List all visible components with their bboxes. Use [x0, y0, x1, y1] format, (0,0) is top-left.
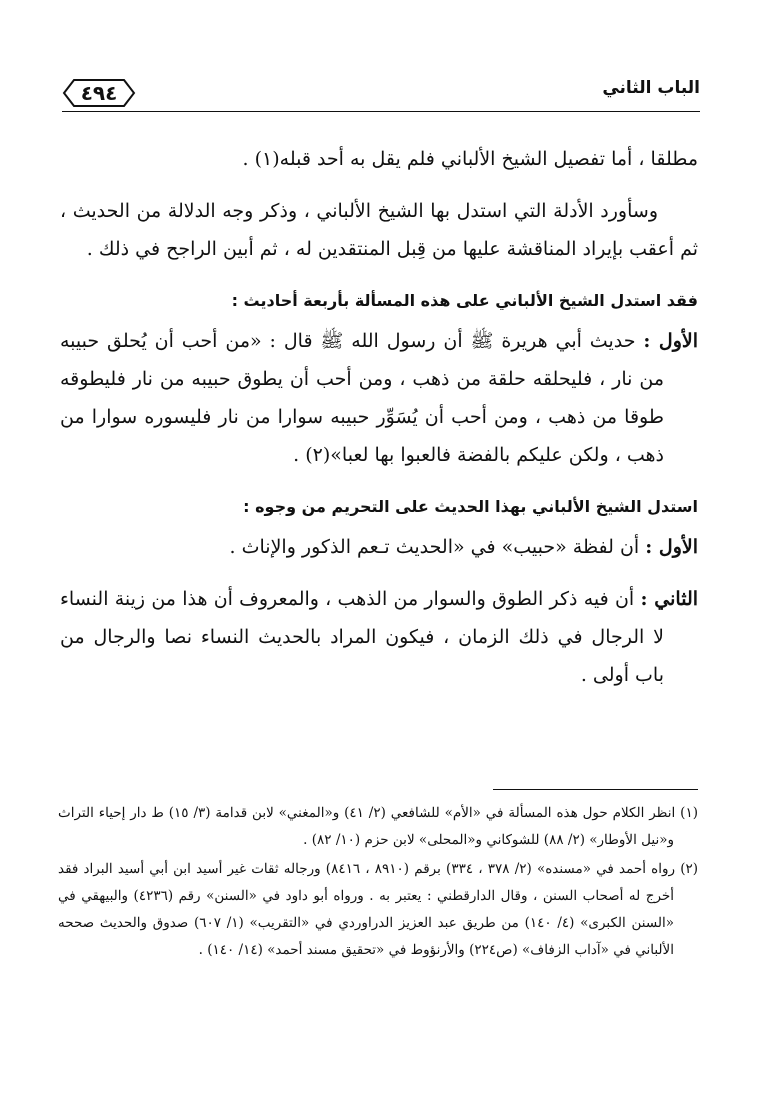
footnote-rule: [493, 789, 698, 790]
point-two: [60, 580, 698, 694]
paragraph-continuation: مطلقا ، أما تفصيل الشيخ الألباني فلم يقل به أحد قبله(١) .: [242, 148, 698, 170]
point-two-text: أن فيه ذكر الطوق والسوار من الذهب ، والمعروف أن هذا من زينة النساء لا الرجال في ذلك الزمان ، فيكون المراد بالحديث النساء نصا والرجال من باب أولى .: [60, 588, 664, 686]
point-one-text: أن لفظة «حبيب» في «الحديث تـعم الذكور والإناث .: [229, 536, 640, 558]
page-number: [62, 78, 136, 108]
page-number-text: ٤٩٤: [80, 81, 118, 105]
section-heading-four-hadiths: فقد استدل الشيخ الألباني على هذه المسألة بأربعة أحاديث :: [231, 291, 698, 310]
footnote-1: [58, 800, 698, 854]
hadith-paragraph: [60, 322, 698, 474]
point-two-lead: الثاني :: [640, 588, 699, 610]
section-heading-inference: استدل الشيخ الألباني بهذا الحديث على التحريم من وجوه :: [243, 497, 698, 516]
page-header: [62, 78, 700, 108]
hadith-text: حديث أبي هريرة ﷺ أن رسول الله ﷺ قال : «من أحب أن يُحلق حبيبه من نار ، فليحلقه حلقة من ذهب ، ومن أحب أن يطوق حبيبه من نار فليطوقه طوقا من ذهب ، ومن أحب أن يُسَوِّر حبيبه سوارا من نار فليسوره سوارا من ذهب ، ولكن عليكم بالفضة فالعبوا بها لعبا»(٢) .: [60, 330, 664, 466]
main-text: [60, 140, 698, 708]
chapter-title: الباب الثاني: [602, 78, 700, 98]
footnote-number: (١): [680, 805, 698, 821]
point-one: [60, 528, 698, 566]
hadith-lead: الأول :: [643, 330, 698, 352]
header-rule: [62, 111, 700, 112]
paragraph-intro: وسأورد الأدلة التي استدل بها الشيخ الألباني ، وذكر وجه الدلالة من الحديث ، ثم أعقب بإيراد المناقشة عليها من قِبل المنتقدين له ، ثم أبين الراجح في ذلك .: [60, 200, 698, 260]
footnote-2: [58, 856, 698, 964]
point-one-lead: الأول :: [645, 536, 698, 558]
footnote-text: رواه أحمد في «مسنده» (٢/ ٣٧٨ ، ٣٣٤) برقم (٨٩١٠ ، ٨٤١٦) ورجاله ثقات غير أسيد ابن أبي أسيد البراد فقد أخرج له أصحاب السنن ، وقال الدارقطني : يعتبر به . ورواه أبو داود في «السنن» رقم (٤٢٣٦) والبيهقي في «السنن الكبرى» (٤/ ١٤٠) من طريق عبد العزيز الدراوردي في «التقريب» (١/ ٦٠٧) صدوق والحديث صححه الألباني في «آداب الزفاف» (ص٢٢٤) والأرنؤوط في «تحقيق مسند أحمد» (١٤/ ١٤٠) .: [58, 861, 676, 958]
footnote-number: (٢): [680, 861, 699, 877]
footnote-text: انظر الكلام حول هذه المسألة في «الأم» للشافعي (٢/ ٤١) و«المغني» لابن قدامة (٣/ ١٥) ط دار إحياء التراث و«نيل الأوطار» (٢/ ٨٨) للشوكاني و«المحلى» لابن حزم (١٠/ ٨٢) .: [58, 805, 676, 848]
footnotes: [58, 800, 698, 966]
